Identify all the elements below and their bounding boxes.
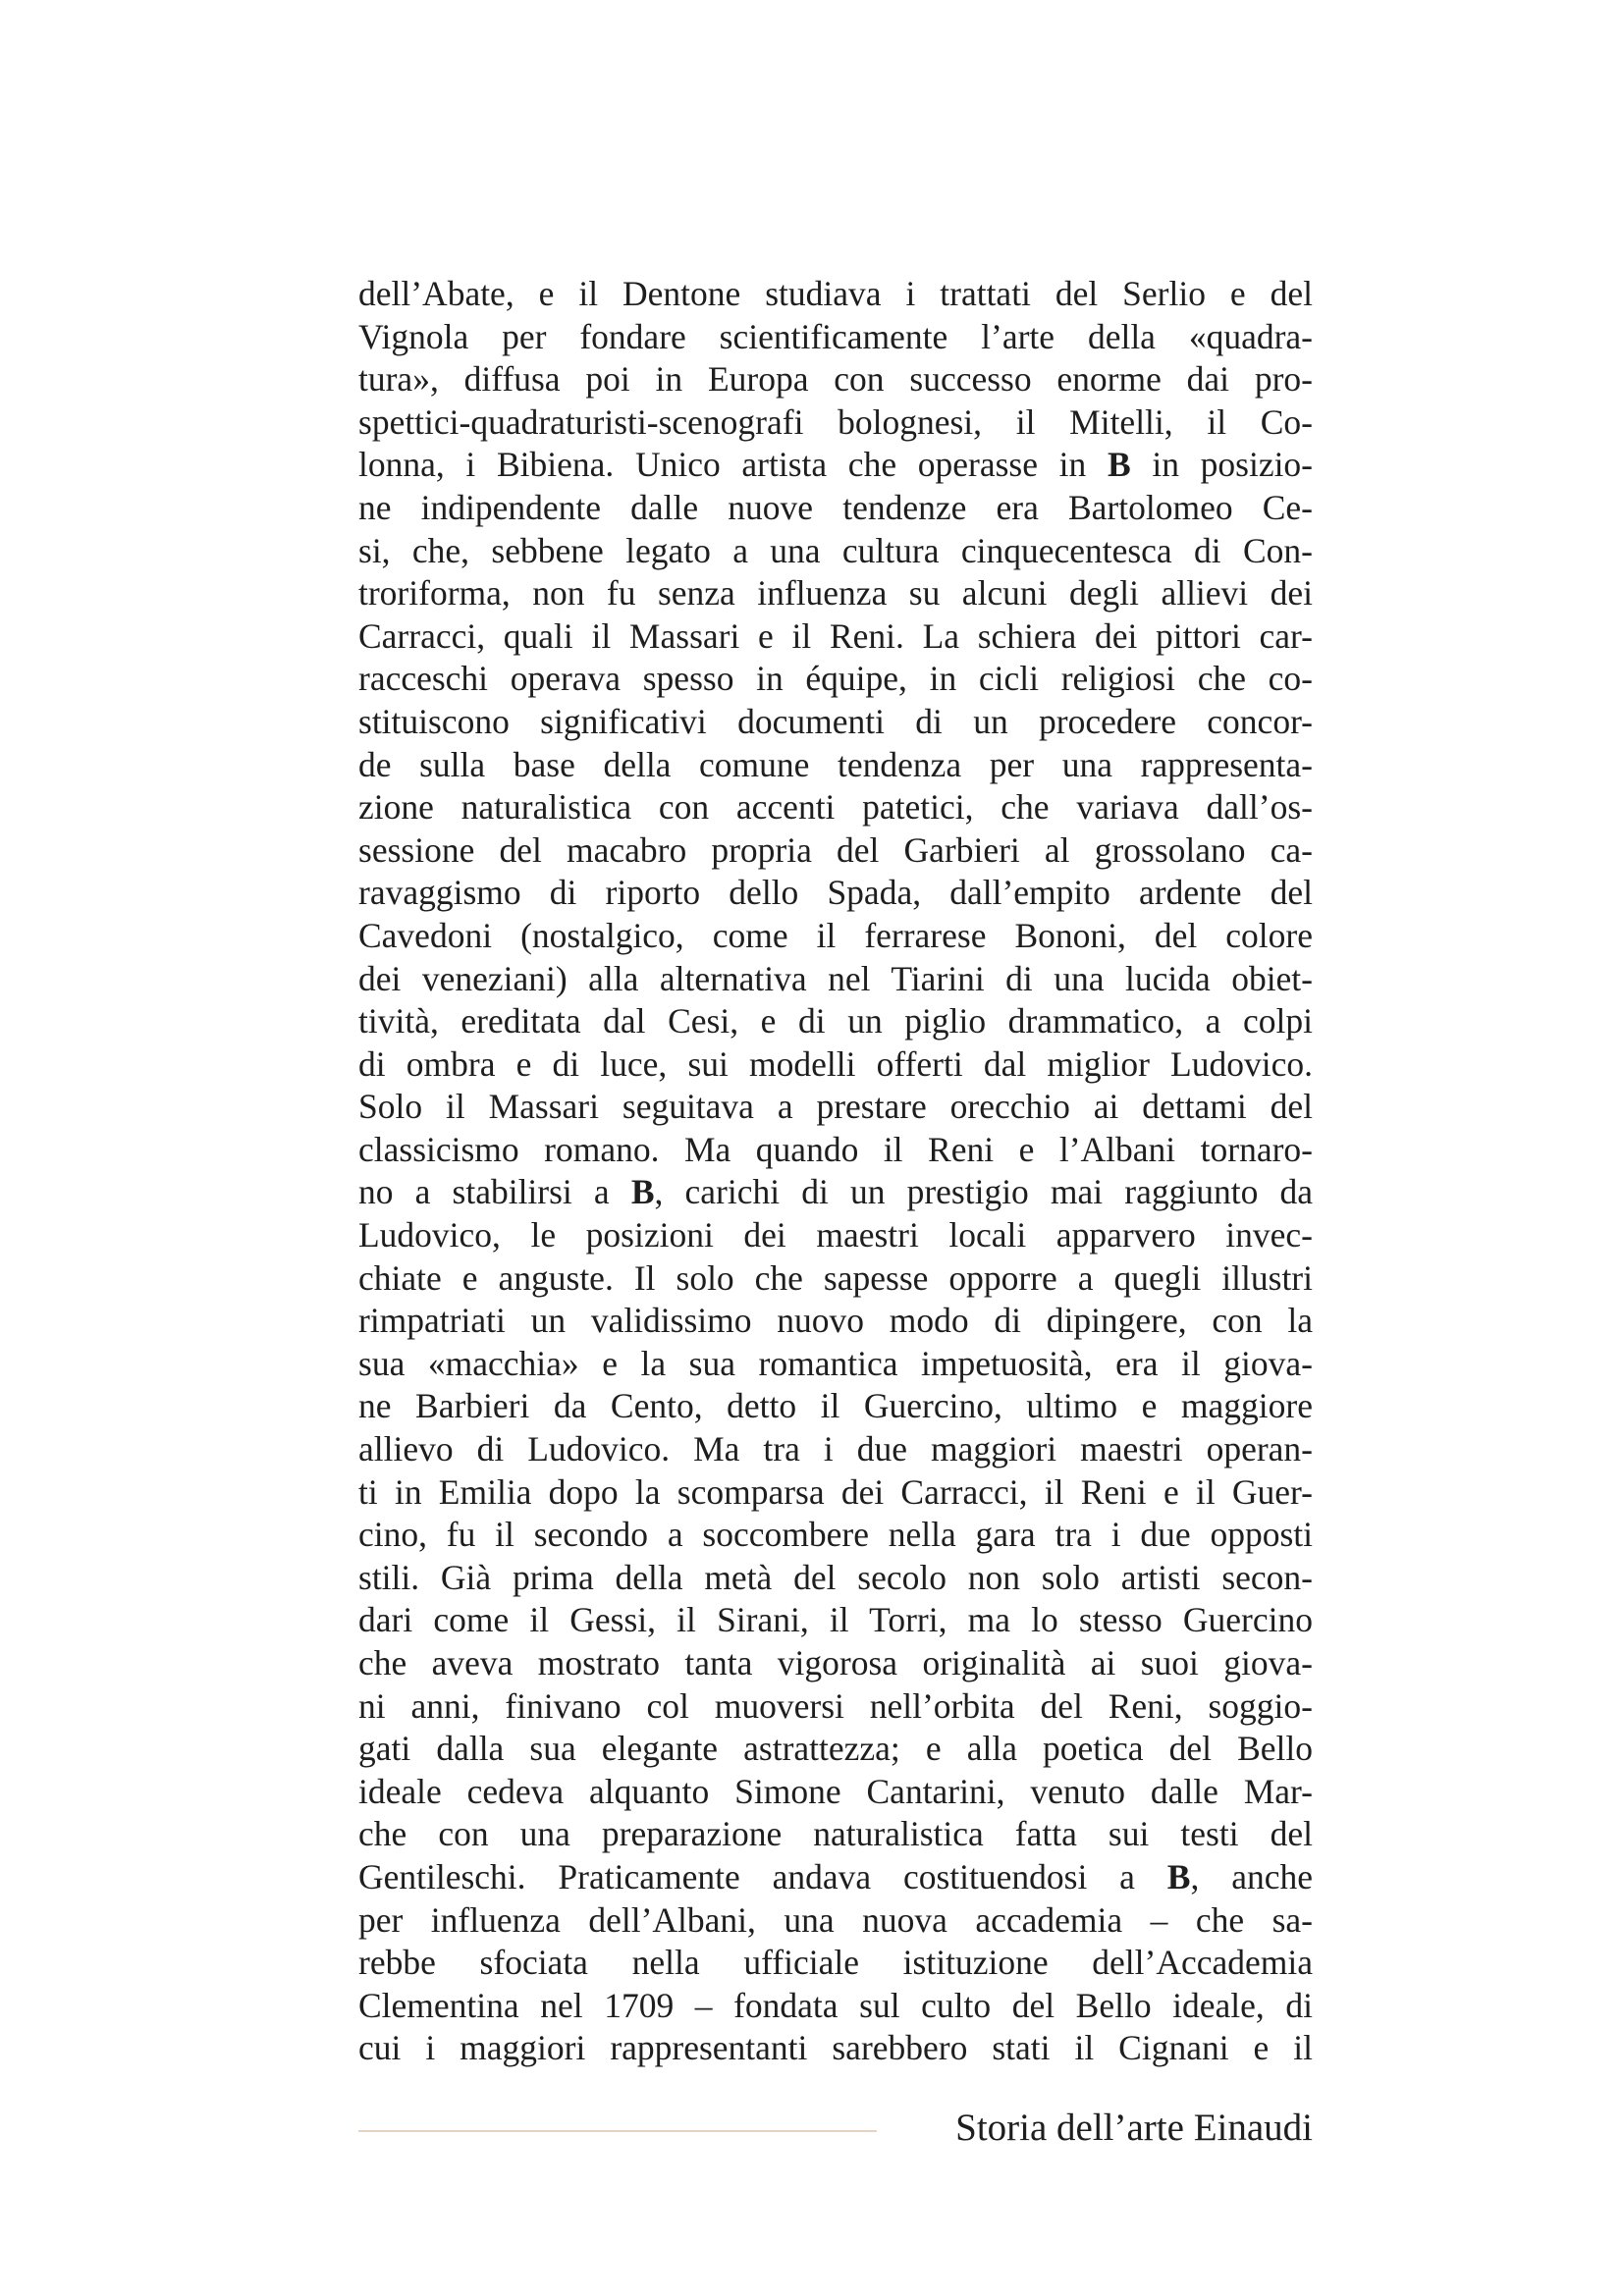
footer-title: Storia dell’arte Einaudi — [955, 2107, 1313, 2149]
text-line: cino, fu il secondo a soccombere nella gara tra i due opposti — [358, 1515, 1313, 1555]
text-line: ni anni, finivano col muoversi nell’orbita del Reni, soggio- — [358, 1685, 1313, 1726]
text-line: sessione del macabro propria del Garbieri al grossolano ca- — [358, 829, 1313, 870]
footer-rule — [358, 2130, 877, 2132]
text-line: ne Barbieri da Cento, detto il Guercino, ultimo e maggiore — [358, 1386, 1313, 1426]
text-line — [358, 444, 1313, 487]
text-line: ravaggismo di riporto dello Spada, dall’empito ardente del — [358, 873, 1313, 913]
text-line: tura», diffusa poi in Europa con successo enorme dai pro- — [358, 359, 1313, 400]
text-line: Solo il Massari seguitava a prestare orecchio ai dettami del — [358, 1087, 1313, 1127]
text-line: racceschi operava spesso in équipe, in cicli religiosi che co- — [358, 659, 1313, 699]
text-line: sua «macchia» e la sua romantica impetuosità, era il giova- — [358, 1343, 1313, 1383]
text-segment: no a stabilirsi a — [358, 1172, 631, 1212]
text-line — [358, 1171, 1313, 1214]
text-line: Clementina nel 1709 – fondata sul culto del Bello ideale, di — [358, 1985, 1313, 2025]
text-line: che aveva mostrato tanta vigorosa originalità ai suoi giova- — [358, 1643, 1313, 1682]
text-segment: lonna, i Bibiena. Unico artista che operasse in — [358, 445, 1108, 485]
text-line: Vignola per fondare scientificamente l’arte della «quadra- — [358, 316, 1313, 356]
body-text — [358, 273, 1313, 2070]
text-line: stili. Già prima della metà del secolo non solo artisti secon- — [358, 1557, 1313, 1597]
text-line: dei veneziani) alla alternativa nel Tiarini di una lucida obiet- — [358, 958, 1313, 998]
text-line: ne indipendente dalle nuove tendenze era Bartolomeo Ce- — [358, 487, 1313, 527]
text-line: Carracci, quali il Massari e il Reni. La schiera dei pittori car- — [358, 615, 1313, 656]
text-line: dell’Abate, e il Dentone studiava i trattati del Serlio e del — [358, 274, 1313, 313]
text-line: rimpatriati un validissimo nuovo modo di dipingere, con la — [358, 1301, 1313, 1341]
text-line: di ombra e di luce, sui modelli offerti dal miglior Ludovico. — [358, 1043, 1313, 1084]
text-line: allievo di Ludovico. Ma tra i due maggiori maestri operan- — [358, 1429, 1313, 1469]
text-line: per influenza dell’Albani, una nuova accademia – che sa- — [358, 1899, 1313, 1940]
text-segment: in posizio- — [1130, 445, 1314, 485]
text-line: si, che, sebbene legato a una cultura cinquecentesca di Con- — [358, 530, 1313, 570]
text-line: classicismo romano. Ma quando il Reni e l’Albani tornaro- — [358, 1129, 1313, 1169]
text-segment: Gentileschi. Praticamente andava costituendosi a — [358, 1856, 1167, 1896]
city-abbreviation: B — [1107, 445, 1131, 485]
text-line: che con una preparazione naturalistica fatta sui testi del — [358, 1814, 1313, 1854]
text-line: stituiscono significativi documenti di un procedere concor- — [358, 701, 1313, 741]
text-line: chiate e anguste. Il solo che sapesse opporre a quegli illustri — [358, 1257, 1313, 1298]
text-line: ideale cedeva alquanto Simone Cantarini, venuto dalle Mar- — [358, 1771, 1313, 1811]
text-line: de sulla base della comune tendenza per una rappresenta- — [358, 744, 1313, 784]
text-line: Ludovico, le posizioni dei maestri locali apparvero invec- — [358, 1215, 1313, 1255]
text-line: gati dalla sua elegante astrattezza; e alla poetica del Bello — [358, 1729, 1313, 1769]
text-line: zione naturalistica con accenti patetici, che variava dall’os- — [358, 787, 1313, 828]
text-line: Cavedoni (nostalgico, come il ferrarese Bononi, del colore — [358, 915, 1313, 955]
text-line: spettici-quadraturisti-scenografi bolognesi, il Mitelli, il Co- — [358, 401, 1313, 442]
text-line: tività, ereditata dal Cesi, e di un piglio drammatico, a colpi — [358, 1001, 1313, 1041]
text-line — [358, 1856, 1313, 1899]
text-line: cui i maggiori rappresentanti sarebbero stati il Cignani e il — [358, 2028, 1313, 2068]
text-line: ti in Emilia dopo la scomparsa dei Carracci, il Reni e il Guer- — [358, 1471, 1313, 1512]
city-abbreviation: B — [630, 1172, 655, 1212]
text-segment: , carichi di un prestigio mai raggiunto da — [654, 1172, 1313, 1212]
text-segment: , anche — [1190, 1856, 1313, 1896]
city-abbreviation: B — [1166, 1856, 1191, 1896]
text-line: rebbe sfociata nella ufficiale istituzione dell’Accademia — [358, 1943, 1313, 1983]
page-footer — [358, 2101, 1313, 2160]
text-line: troriforma, non fu senza influenza su alcuni degli allievi dei — [358, 573, 1313, 614]
text-line: dari come il Gessi, il Sirani, il Torri, ma lo stesso Guercino — [358, 1600, 1313, 1640]
